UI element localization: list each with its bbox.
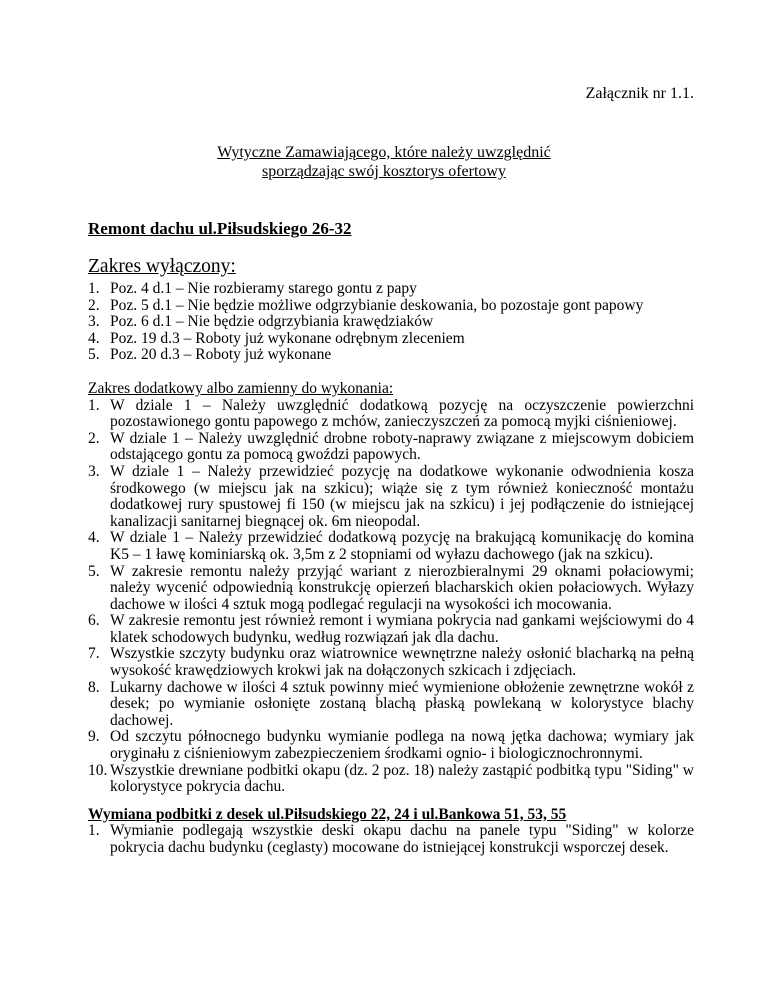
item-number: 6.	[88, 612, 100, 630]
item-number: 9.	[88, 728, 100, 746]
list-item	[88, 431, 694, 464]
item-text: Poz. 5 d.1 – Nie będzie możliwe odgrzybianie deskowania, bo pozostaje gont papowy	[110, 296, 644, 314]
item-number: 3.	[88, 462, 100, 480]
section-title: Remont dachu ul.Piłsudskiego 26-32	[88, 219, 352, 238]
list-item	[88, 646, 694, 679]
excluded-scope-list	[88, 281, 694, 364]
item-number: 3.	[88, 313, 100, 331]
list-item	[88, 613, 694, 646]
item-number: 1.	[88, 280, 100, 297]
item-text: W dziale 1 – Należy przewidzieć pozycję na dodatkowe wykonanie odwodnienia kosza środkowego (w miejscu jak na szkicu); wiąże się z tym również konieczność montażu dodatkowej rury spustowej fi 150 (w miejscu jak na szkicu) i jej podłączenie do istniejącej kanalizacji sanitarnej biegnącej ok. 6m nieopodal.	[110, 462, 694, 530]
list-item	[88, 298, 694, 315]
guidelines-title	[0, 143, 768, 181]
guidelines-title-line2: sporządzając swój kosztorys ofertowy	[262, 163, 506, 180]
excluded-scope-heading: Zakres wyłączony:	[88, 256, 236, 277]
list-item	[88, 281, 694, 298]
document-content	[88, 218, 694, 857]
additional-scope-heading: Zakres dodatkowy albo zamienny do wykonania:	[88, 379, 394, 397]
attachment-label: Załącznik nr 1.1.	[585, 85, 694, 102]
item-text: Poz. 20 d.3 – Roboty już wykonane	[110, 346, 332, 364]
item-text: Wymianie podlegają wszystkie deski okapu dachu na panele typu "Siding" w kolorze pokrycia dachu budynku (ceglasty) mocowane do istniejącej konstrukcji wsporczej desek.	[110, 822, 694, 856]
item-text: Poz. 4 d.1 – Nie rozbieramy starego gontu z papy	[110, 280, 417, 297]
list-item	[88, 530, 694, 563]
item-number: 2.	[88, 429, 100, 447]
item-number: 2.	[88, 296, 100, 314]
list-item	[88, 763, 694, 796]
item-text: W zakresie remontu jest również remont i wymiana pokrycia nad gankami wejściowymi do 4 klatek schodowych budynku, według rozwiązań jak dla dachu.	[110, 612, 694, 646]
item-text: W zakresie remontu należy przyjąć wariant z nierozbieralnymi 29 oknami połaciowymi; należy wycenić odpowiednią konstrukcję opierzeń blacharskich okien połaciowych. Wyłazy dachowe w ilości 4 sztuk mogą podlegać regulacji na wysokości ich mocowania.	[110, 562, 694, 613]
replacement-section-heading: Wymiana podbitki z desek ul.Piłsudskiego 22, 24 i ul.Bankowa 51, 53, 55	[88, 805, 567, 823]
list-item	[88, 729, 694, 762]
item-text: Wszystkie drewniane podbitki okapu (dz. 2 poz. 18) należy zastąpić podbitką typu "Siding" w kolorystyce pokrycia dachu.	[110, 761, 694, 796]
list-item	[88, 564, 694, 614]
guidelines-title-line1: Wytyczne Zamawiającego, które należy uwzględnić	[217, 144, 551, 161]
item-number: 4.	[88, 529, 100, 547]
list-item	[88, 680, 694, 730]
item-text: Lukarny dachowe w ilości 4 sztuk powinny mieć wymienione obłożenie zewnętrzne wokół z desek; po wymianie osłonięte zostaną blachą płaską powlekaną w kolorystyce blachy dachowej.	[110, 678, 694, 729]
list-item	[88, 347, 694, 364]
item-text: Od szczytu północnego budynku wymianie podlega na nową jętka dachowa; wymiary jak oryginału z ciśnieniowym zabezpieczeniem środkami ognio- i biologicznochronnymi.	[110, 728, 694, 763]
item-number: 1.	[88, 396, 100, 414]
item-number: 5.	[88, 562, 100, 580]
list-item	[88, 398, 694, 431]
item-number: 8.	[88, 678, 100, 696]
item-number: 4.	[88, 329, 100, 347]
item-number: 1.	[88, 822, 100, 840]
item-number: 7.	[88, 645, 100, 663]
item-text: Poz. 19 d.3 – Roboty już wykonane odrębnym zleceniem	[110, 329, 465, 347]
item-text: W dziale 1 – Należy uwzględnić dodatkową pozycję na oczyszczenie powierzchni pozostawionego gontu papowego z mchów, zanieczyszczeń za pomocą myjki ciśnieniowej.	[110, 396, 694, 431]
replacement-list	[88, 823, 694, 856]
item-text: Wszystkie szczyty budynku oraz wiatrownice wewnętrzne należy osłonić blacharką na pełną wysokość krawędziowych krokwi jak na dołączonych szkicach i zdjęciach.	[110, 645, 694, 680]
list-item	[88, 823, 694, 856]
item-text: W dziale 1 – Należy przewidzieć dodatkową pozycję na brakującą komunikację do komina K5 – 1 ławę kominiarską ok. 3,5m z 2 stopniami od wyłazu dachowego (jak na szkicu).	[110, 529, 694, 563]
item-text: W dziale 1 – Należy uwzględnić drobne roboty-naprawy związane z miejscowym dobiciem odstającego gontu za pomocą gwoździ papowych.	[110, 429, 694, 464]
additional-scope-list	[88, 398, 694, 796]
item-number: 5.	[88, 346, 100, 364]
list-item	[88, 314, 694, 331]
item-number: 10.	[88, 761, 108, 779]
list-item	[88, 331, 694, 348]
item-text: Poz. 6 d.1 – Nie będzie odgrzybiania krawędziaków	[110, 313, 434, 331]
list-item	[88, 464, 694, 530]
